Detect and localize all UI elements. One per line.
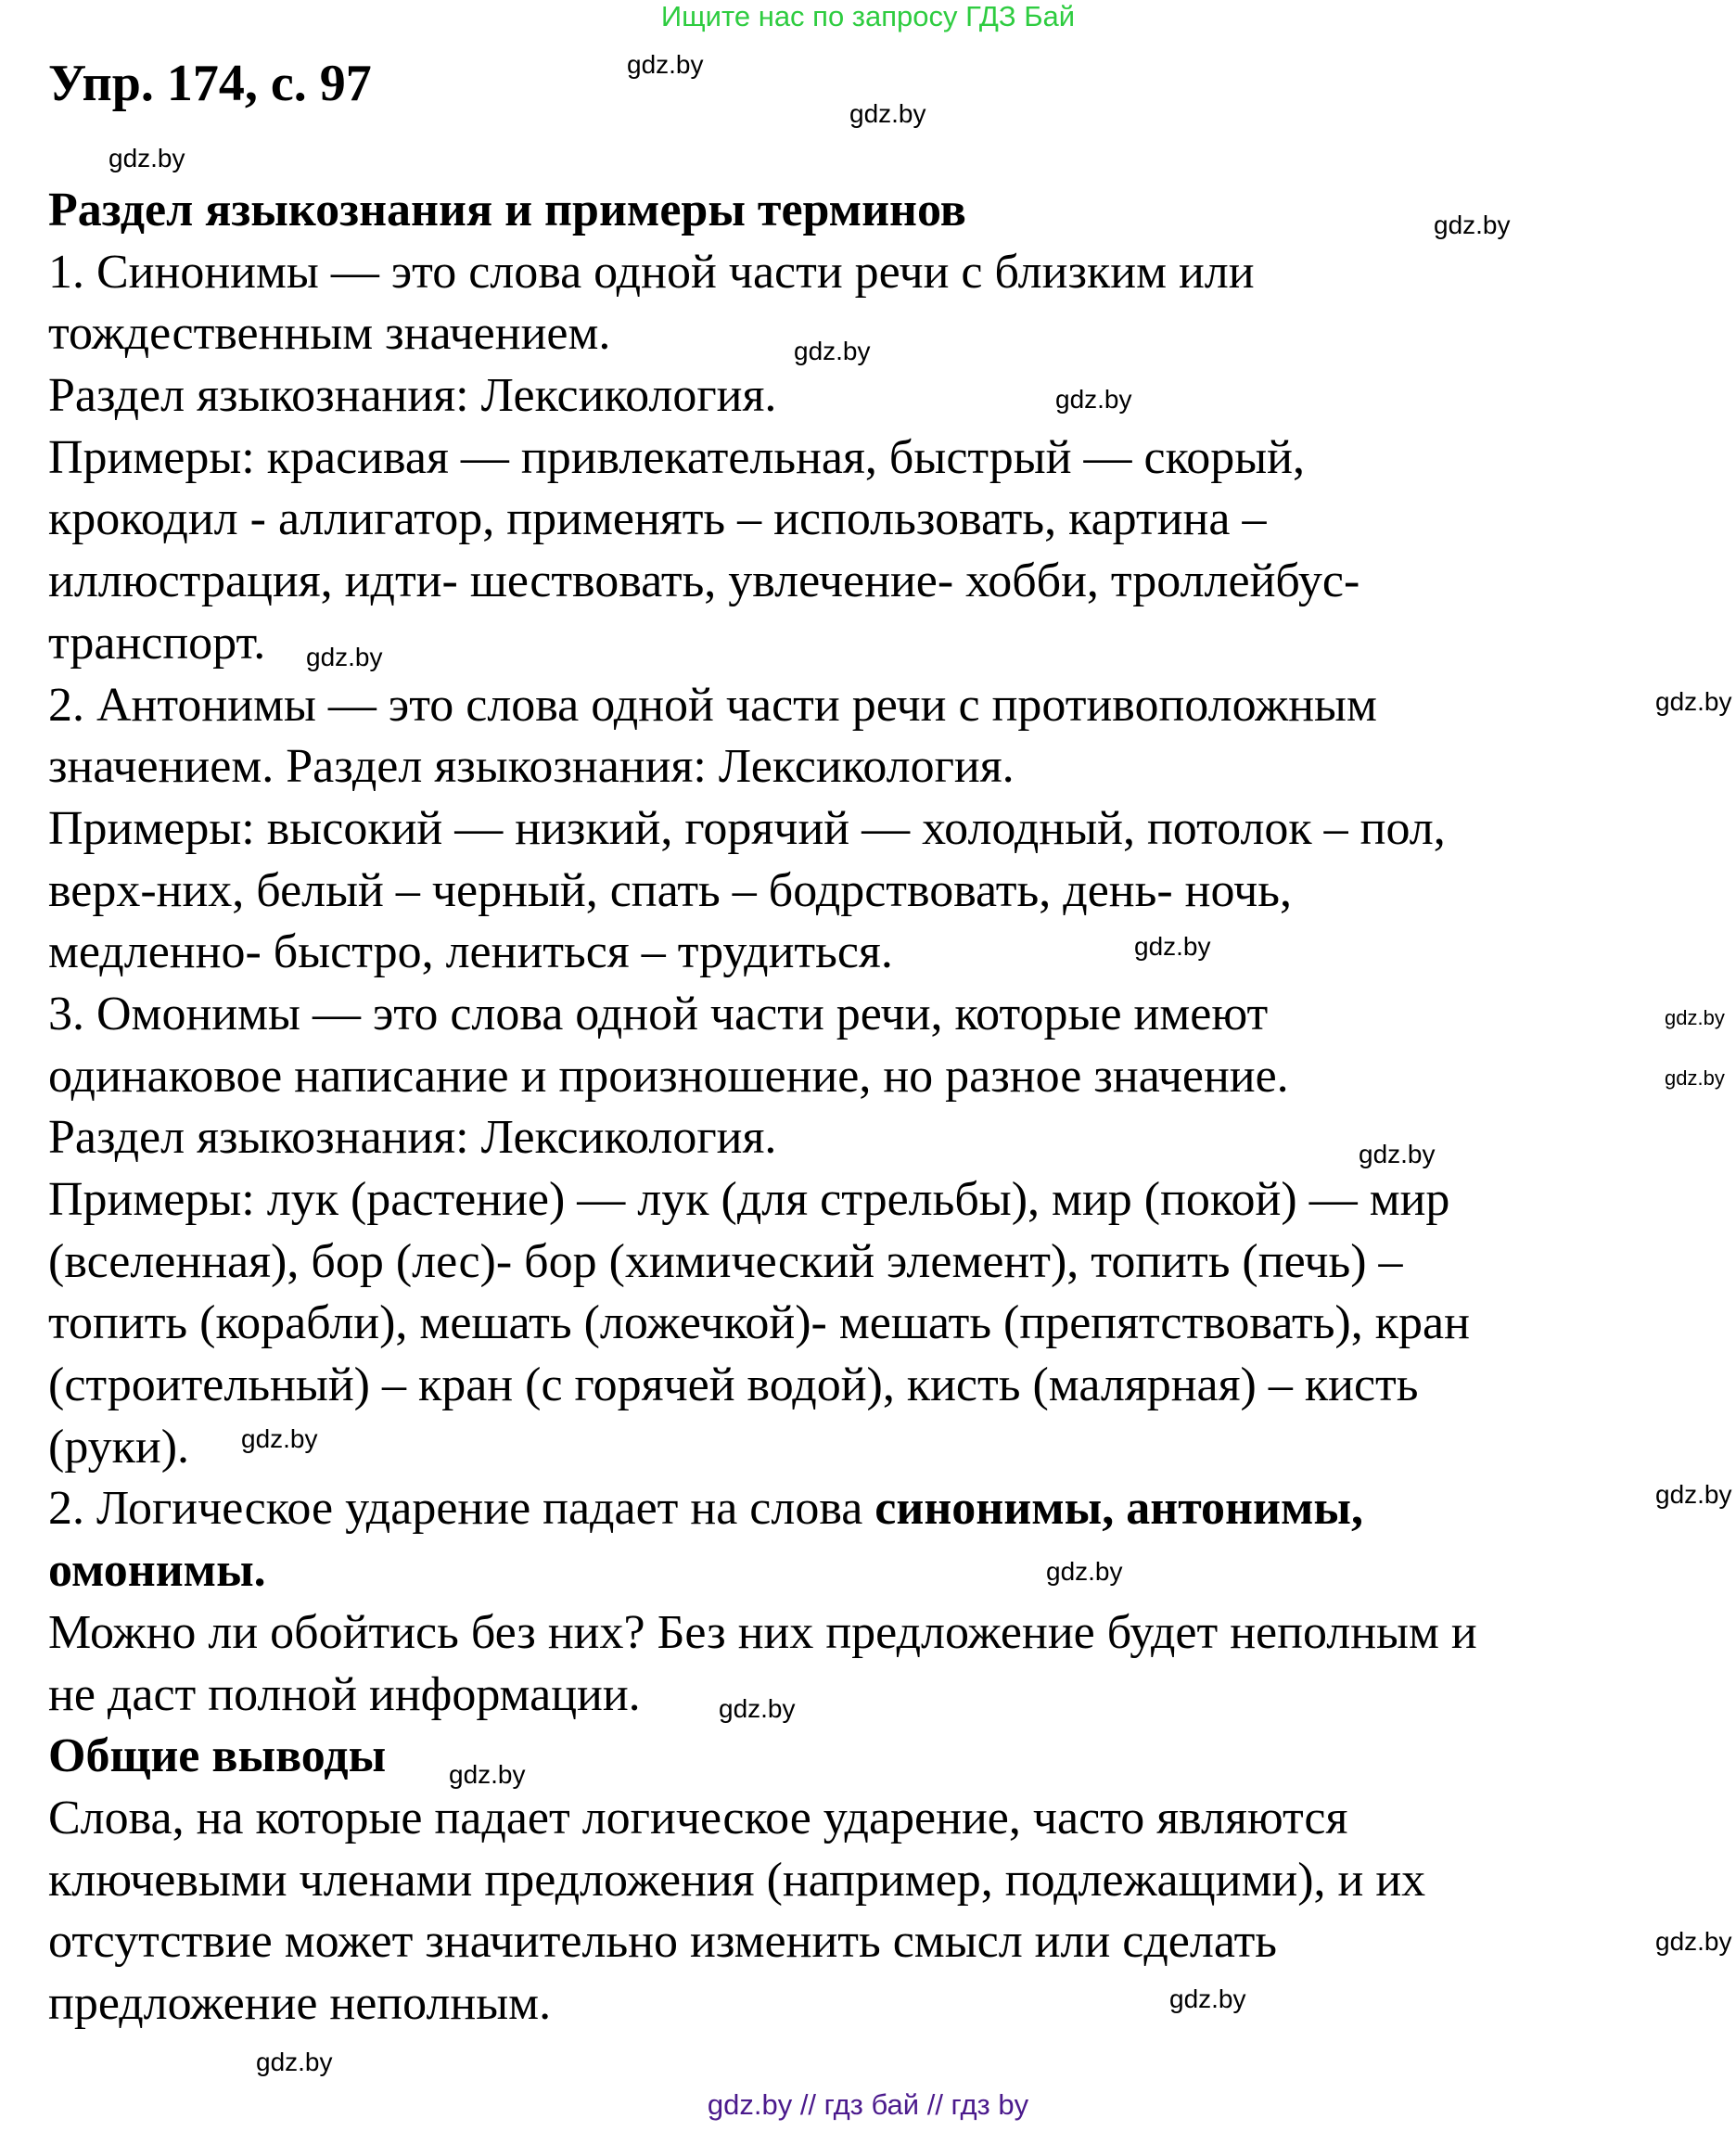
stress-words: синонимы, антонимы, <box>874 1482 1363 1536</box>
text-line: Слова, на которые падает логическое ударение, часто являются <box>48 1791 1348 1844</box>
watermark: gdz.by <box>1655 1927 1732 1956</box>
watermark: gdz.by <box>1434 211 1511 239</box>
text-line: крокодил - аллигатор, применять – использовать, картина – <box>48 492 1267 546</box>
watermark: gdz.by <box>1359 1140 1436 1168</box>
text-line: Раздел языкознания: Лексикология. <box>48 1111 777 1165</box>
exercise-title: Упр. 174, с. 97 <box>48 55 372 112</box>
bottom-banner-link[interactable]: gdz.by // гдз бай // гдз by <box>707 2088 1029 2121</box>
watermark: gdz.by <box>256 2048 333 2076</box>
text-line: ключевыми членами предложения (например, подлежащими), и их <box>48 1853 1426 1907</box>
text-line: тождественным значением. <box>48 307 611 361</box>
text-line: транспорт. <box>48 616 266 670</box>
top-banner-link[interactable]: Ищите нас по запросу ГДЗ Бай <box>660 0 1076 32</box>
watermark: gdz.by <box>108 144 185 172</box>
text-line: предложение неполным. <box>48 1976 552 2030</box>
text-line: (вселенная), бор (лес)- бор (химический элемент), топить (печь) – <box>48 1234 1403 1288</box>
text-line: одинаковое написание и произношение, но разное значение. <box>48 1049 1289 1103</box>
text-line: Примеры: лук (растение) — лук (для стрельбы), мир (покой) — мир <box>48 1173 1450 1226</box>
watermark: gdz.by <box>1665 1006 1725 1029</box>
text-line: отсутствие может значительно изменить смысл или сделать <box>48 1915 1278 1969</box>
text-line: топить (корабли), мешать (ложечкой)- мешать (препятствовать), кран <box>48 1296 1470 1350</box>
text-line: 3. Омонимы — это слова одной части речи, которые имеют <box>48 987 1269 1040</box>
text-line: медленно- быстро, лениться – трудиться. <box>48 925 893 979</box>
watermark: gdz.by <box>241 1424 318 1453</box>
section-heading: Раздел языкознания и примеры терминов <box>48 184 966 236</box>
text-line: Примеры: высокий — низкий, горячий — холодный, потолок – пол, <box>48 801 1446 855</box>
watermark: gdz.by <box>1655 1480 1732 1509</box>
text-line: верх-них, белый – черный, спать – бодрствовать, день- ночь, <box>48 863 1292 917</box>
text-line: Раздел языкознания: Лексикология. <box>48 369 777 423</box>
watermark: gdz.by <box>849 99 926 128</box>
text-line: (строительный) – кран (с горячей водой), кисть (малярная) – кисть <box>48 1359 1419 1412</box>
watermark: gdz.by <box>1046 1557 1123 1586</box>
watermark: gdz.by <box>449 1760 526 1789</box>
watermark: gdz.by <box>627 50 704 79</box>
watermark: gdz.by <box>719 1694 796 1723</box>
watermark: gdz.by <box>1655 687 1732 716</box>
watermark: gdz.by <box>1169 1984 1246 2013</box>
conclusion-heading: Общие выводы <box>48 1729 387 1783</box>
text-line: не даст полной информации. <box>48 1667 641 1721</box>
watermark: gdz.by <box>1665 1066 1725 1090</box>
text-line: Примеры: красивая — привлекательная, быстрый — скорый, <box>48 430 1305 484</box>
answer-body <box>48 180 1477 2035</box>
text-line: Можно ли обойтись без них? Без них предложение будет неполным и <box>48 1605 1477 1659</box>
text-line: значением. Раздел языкознания: Лексикология. <box>48 740 1015 794</box>
watermark: gdz.by <box>1055 385 1132 414</box>
watermark: gdz.by <box>1134 932 1211 961</box>
text-line: (руки). <box>48 1420 190 1474</box>
stress-line <box>48 1478 1477 1540</box>
stress-words-cont: омонимы. <box>48 1544 266 1598</box>
text-line: 1. Синонимы — это слова одной части речи с близким или <box>48 245 1255 299</box>
watermark: gdz.by <box>794 337 871 365</box>
text-line: иллюстрация, идти- шествовать, увлечение- хобби, троллейбус- <box>48 555 1360 608</box>
watermark: gdz.by <box>306 643 383 671</box>
stress-text: 2. Логическое ударение падает на слова <box>48 1482 875 1536</box>
text-line: 2. Антонимы — это слова одной части речи с противоположным <box>48 678 1377 732</box>
